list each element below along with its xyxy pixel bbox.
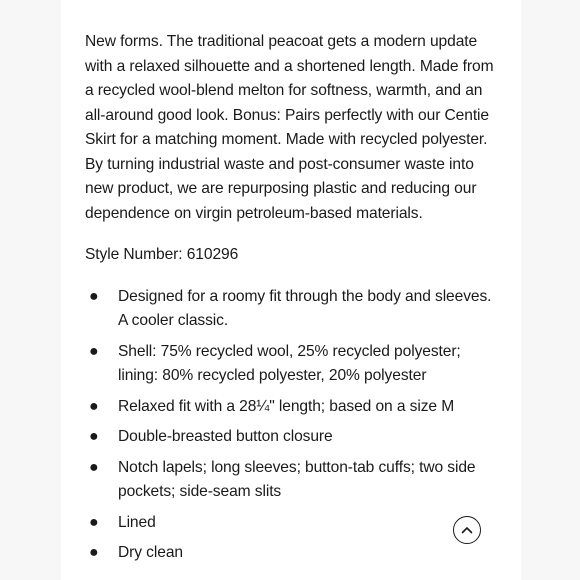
feature-text: Lined bbox=[118, 513, 156, 531]
list-item bbox=[85, 541, 501, 566]
bullet-icon: ● bbox=[89, 397, 99, 415]
bullet-icon: ● bbox=[89, 458, 99, 476]
product-description: New forms. The traditional peacoat gets a modern update with a relaxed silhouette and a shortened length. Made from a recycled wool-blend melton for softness, warmth, and an all-around good look. Bonus: Pairs perfectly with our Centie Skirt for a matching moment. Made with recycled polyester. By turning industrial waste and post-consumer waste into new product, we are repurposing plastic and reducing our dependence on virgin petroleum-based materials. bbox=[85, 33, 494, 222]
bullet-icon: ● bbox=[89, 513, 99, 531]
bullet-icon: ● bbox=[89, 287, 99, 305]
list-item bbox=[85, 456, 501, 505]
list-item bbox=[85, 340, 501, 389]
feature-text: Shell: 75% recycled wool, 25% recycled polyester; lining: 80% recycled polyester, 20% polyester bbox=[118, 342, 461, 384]
bullet-icon: ● bbox=[89, 544, 99, 561]
feature-list bbox=[85, 285, 501, 566]
scroll-to-top-button[interactable] bbox=[453, 516, 481, 544]
list-item bbox=[85, 511, 501, 536]
feature-text: Relaxed fit with a 28¼" length; based on a size M bbox=[118, 397, 455, 415]
feature-text: Double-breasted button closure bbox=[118, 428, 333, 445]
list-item bbox=[85, 285, 501, 334]
feature-text: Notch lapels; long sleeves; button-tab cuffs; two side pockets; side-seam slits bbox=[118, 458, 476, 500]
list-item bbox=[85, 395, 501, 420]
style-number: Style Number: 610296 bbox=[85, 246, 239, 263]
product-details-content bbox=[85, 30, 501, 572]
chevron-up-icon bbox=[460, 523, 474, 537]
feature-text: Dry clean bbox=[118, 544, 183, 561]
bullet-icon: ● bbox=[89, 428, 99, 445]
product-details-card bbox=[61, 0, 521, 580]
feature-text: Designed for a roomy fit through the body and sleeves. A cooler classic. bbox=[118, 287, 492, 329]
list-item bbox=[85, 425, 501, 450]
bullet-icon: ● bbox=[89, 342, 99, 360]
